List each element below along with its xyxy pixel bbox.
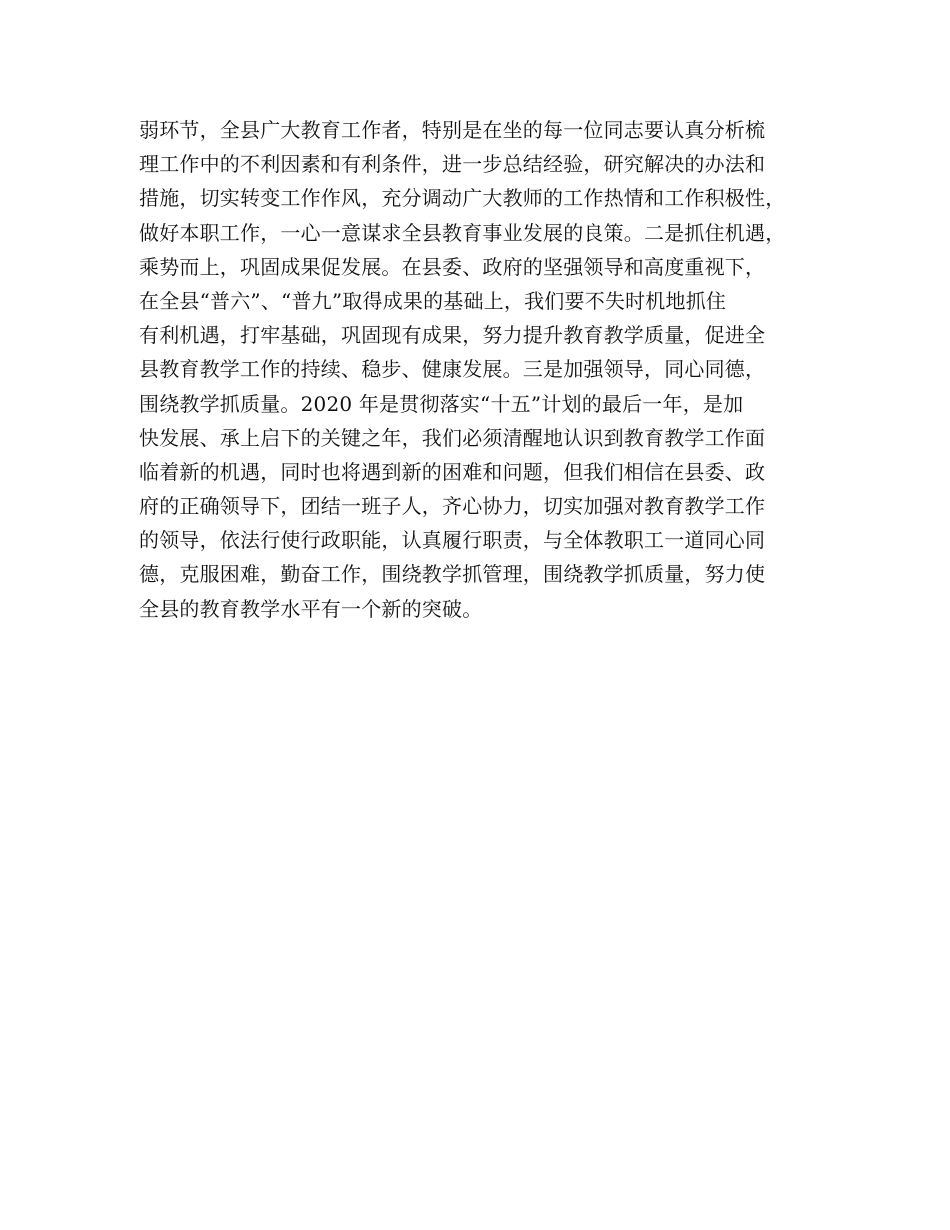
text-line: 的领导，依法行使行政职能，认真履行职责，与全体教职工一道同心同 [139, 528, 766, 553]
text-line: 在全县“普六”、“普九”取得成果的基础上，我们要不失时机地抓住 [139, 288, 727, 313]
text-line: 府的正确领导下，团结一班子人，齐心协力，切实加强对教育教学工作 [139, 494, 766, 519]
text-line: 快发展、承上启下的关键之年，我们必须清醒地认识到教育教学工作面 [139, 425, 766, 450]
text-line: 乘势而上，巩固成果促发展。在县委、政府的坚强领导和高度重视下， [139, 254, 766, 279]
text-line: 做好本职工作，一心一意谋求全县教育事业发展的良策。二是抓住机遇， [139, 220, 786, 245]
text-line: 理工作中的不利因素和有利条件，进一步总结经验，研究解决的办法和 [139, 152, 766, 177]
text-line: 措施，切实转变工作作风，充分调动广大教师的工作热情和工作积极性， [139, 186, 786, 211]
text-line: 弱环节，全县广大教育工作者，特别是在坐的每一位同志要认真分析梳 [139, 118, 766, 142]
text-line: 县教育教学工作的持续、稳步、健康发展。三是加强领导，同心同德， [139, 357, 766, 382]
body-paragraph [139, 113, 829, 626]
text-line: 有利机遇，打牢基础，巩固现有成果，努力提升教育教学质量，促进全 [139, 323, 766, 348]
text-line: 德，克服困难，勤奋工作，围绕教学抓管理，围绕教学抓质量，努力使 [139, 562, 766, 587]
text-line: 临着新的机遇，同时也将遇到新的困难和问题，但我们相信在县委、政 [139, 459, 766, 484]
text-line: 围绕教学抓质量。2020 年是贯彻落实“十五”计划的最后一年，是加 [139, 391, 744, 416]
text-line: 全县的教育教学水平有一个新的突破。 [139, 596, 483, 621]
